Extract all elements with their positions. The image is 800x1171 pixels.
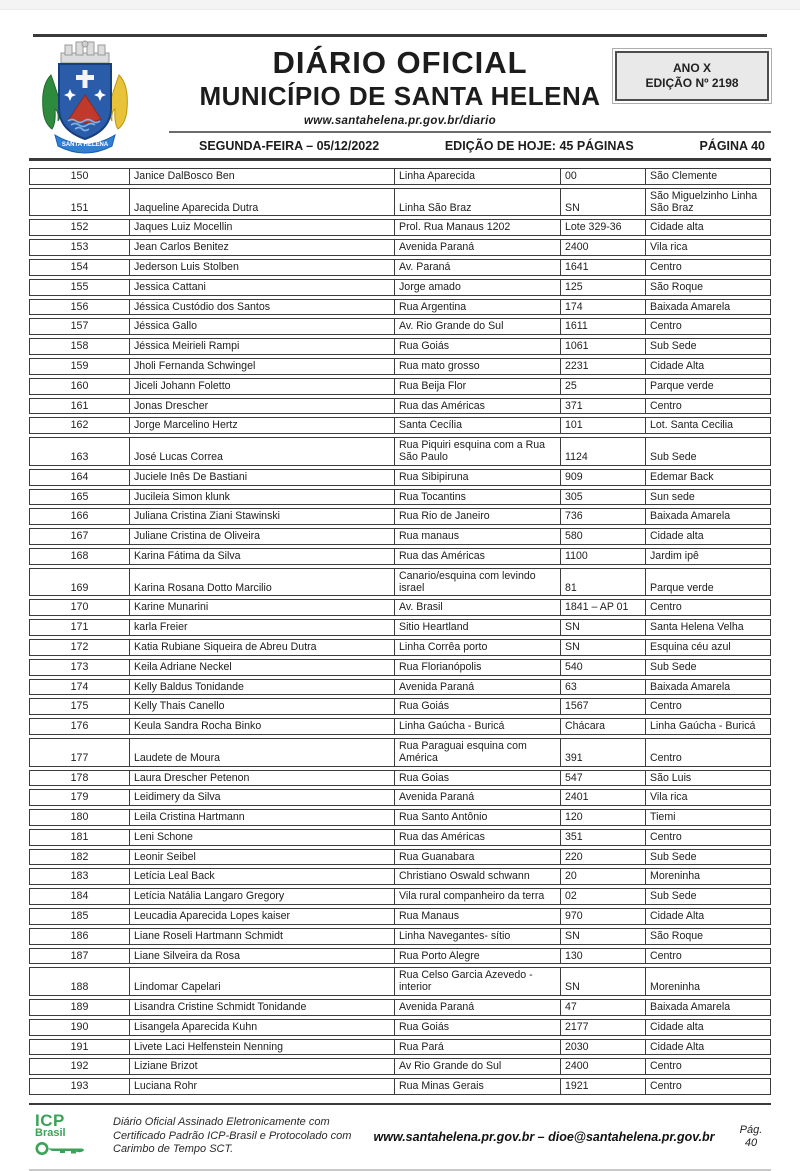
district-cell: Sub Sede: [645, 338, 771, 355]
street-cell: Canario/esquina com levindo israel: [394, 568, 560, 597]
district-cell: São Luis: [645, 770, 771, 787]
street-cell: Avenida Paraná: [394, 789, 560, 806]
house-number-cell: 125: [560, 279, 645, 296]
district-cell: Lot. Santa Cecilia: [645, 417, 771, 434]
name-cell: Jholi Fernanda Schwingel: [129, 358, 394, 375]
table-row: [29, 868, 771, 885]
house-number-cell: 20: [560, 868, 645, 885]
record-number-cell: 183: [29, 868, 129, 885]
record-number-cell: 193: [29, 1078, 129, 1095]
table-row: [29, 639, 771, 656]
table-row: [29, 299, 771, 316]
street-cell: Rua Argentina: [394, 299, 560, 316]
house-number-cell: SN: [560, 928, 645, 945]
house-number-cell: 101: [560, 417, 645, 434]
records-table: [29, 165, 771, 1098]
record-number-cell: 174: [29, 679, 129, 696]
house-number-cell: 25: [560, 378, 645, 395]
name-cell: Leni Schone: [129, 829, 394, 846]
house-number-cell: 1921: [560, 1078, 645, 1095]
district-cell: Baixada Amarela: [645, 299, 771, 316]
table-row: [29, 469, 771, 486]
record-number-cell: 156: [29, 299, 129, 316]
name-cell: Jaqueline Aparecida Dutra: [129, 188, 394, 217]
name-cell: Jéssica Custódio dos Santos: [129, 299, 394, 316]
record-number-cell: 177: [29, 738, 129, 767]
house-number-cell: 00: [560, 168, 645, 185]
district-cell: Cidade Alta: [645, 908, 771, 925]
footer-contacts: www.santahelena.pr.gov.br – dioe@santahelena.pr.gov.br: [373, 1129, 715, 1144]
record-number-cell: 176: [29, 718, 129, 735]
gazette-title: DIÁRIO OFICIAL: [272, 45, 528, 80]
name-cell: Lindomar Capelari: [129, 967, 394, 996]
district-cell: Centro: [645, 398, 771, 415]
record-number-cell: 160: [29, 378, 129, 395]
street-cell: Santa Cecília: [394, 417, 560, 434]
record-number-cell: 152: [29, 219, 129, 236]
district-cell: São Miguelzinho Linha São Braz: [645, 188, 771, 217]
street-cell: Sitio Heartland: [394, 619, 560, 636]
district-cell: São Roque: [645, 928, 771, 945]
street-cell: Rua Pará: [394, 1039, 560, 1056]
footer: [29, 1103, 771, 1171]
header: [29, 10, 771, 161]
record-number-cell: 157: [29, 318, 129, 335]
district-cell: Centro: [645, 318, 771, 335]
district-cell: Sub Sede: [645, 888, 771, 905]
house-number-cell: 2400: [560, 239, 645, 256]
name-cell: José Lucas Correa: [129, 437, 394, 466]
record-number-cell: 170: [29, 599, 129, 616]
district-cell: Cidade Alta: [645, 1039, 771, 1056]
district-cell: Centro: [645, 1058, 771, 1075]
street-cell: Rua manaus: [394, 528, 560, 545]
house-number-cell: 1567: [560, 698, 645, 715]
street-cell: Rua Celso Garcia Azevedo - interior: [394, 967, 560, 996]
house-number-cell: 305: [560, 489, 645, 506]
record-number-cell: 180: [29, 809, 129, 826]
name-cell: Leila Cristina Hartmann: [129, 809, 394, 826]
coat-of-arms-graphic: [35, 39, 135, 157]
record-number-cell: 158: [29, 338, 129, 355]
name-cell: Liziane Brizot: [129, 1058, 394, 1075]
table-row: [29, 239, 771, 256]
table-row: [29, 619, 771, 636]
table-row: [29, 928, 771, 945]
street-cell: Av Rio Grande do Sul: [394, 1058, 560, 1075]
table-row: [29, 219, 771, 236]
record-number-cell: 150: [29, 168, 129, 185]
name-cell: Karina Rosana Dotto Marcilio: [129, 568, 394, 597]
district-cell: Moreninha: [645, 967, 771, 996]
record-number-cell: 188: [29, 967, 129, 996]
name-cell: Juliane Cristina de Oliveira: [129, 528, 394, 545]
district-cell: Parque verde: [645, 378, 771, 395]
record-number-cell: 154: [29, 259, 129, 276]
house-number-cell: 1641: [560, 259, 645, 276]
name-cell: Karine Munarini: [129, 599, 394, 616]
street-cell: Linha Aparecida: [394, 168, 560, 185]
table-row: [29, 318, 771, 335]
street-cell: Rua Beija Flor: [394, 378, 560, 395]
record-number-cell: 169: [29, 568, 129, 597]
street-cell: Rua Goiás: [394, 698, 560, 715]
table-row: [29, 599, 771, 616]
table-row: [29, 829, 771, 846]
name-cell: Kelly Thais Canello: [129, 698, 394, 715]
street-cell: Rua Goiás: [394, 338, 560, 355]
record-number-cell: 184: [29, 888, 129, 905]
name-cell: Jéssica Meirieli Rampi: [129, 338, 394, 355]
street-cell: Rua Sibipiruna: [394, 469, 560, 486]
municipal-coat-of-arms: [35, 39, 135, 157]
record-number-cell: 168: [29, 548, 129, 565]
house-number-cell: 1841 – AP 01: [560, 599, 645, 616]
house-number-cell: 580: [560, 528, 645, 545]
street-cell: Rua Rio de Janeiro: [394, 508, 560, 525]
house-number-cell: 2030: [560, 1039, 645, 1056]
record-number-cell: 190: [29, 1019, 129, 1036]
name-cell: Keula Sandra Rocha Binko: [129, 718, 394, 735]
record-number-cell: 186: [29, 928, 129, 945]
district-cell: Centro: [645, 599, 771, 616]
house-number-cell: Lote 329-36: [560, 219, 645, 236]
house-number-cell: 547: [560, 770, 645, 787]
house-number-cell: SN: [560, 639, 645, 656]
house-number-cell: 130: [560, 948, 645, 965]
scan-top-strip: [0, 0, 800, 10]
table-row: [29, 809, 771, 826]
house-number-cell: Chácara: [560, 718, 645, 735]
table-row: [29, 568, 771, 597]
house-number-cell: SN: [560, 967, 645, 996]
street-cell: Rua Minas Gerais: [394, 1078, 560, 1095]
street-cell: Rua Porto Alegre: [394, 948, 560, 965]
name-cell: Keila Adriane Neckel: [129, 659, 394, 676]
table-row: [29, 659, 771, 676]
table-row: [29, 849, 771, 866]
street-cell: Avenida Paraná: [394, 239, 560, 256]
table-row: [29, 548, 771, 565]
street-cell: Rua Goias: [394, 770, 560, 787]
street-cell: Rua Santo Antônio: [394, 809, 560, 826]
house-number-cell: 2400: [560, 1058, 645, 1075]
street-cell: Rua Manaus: [394, 908, 560, 925]
record-number-cell: 166: [29, 508, 129, 525]
icp-brasil-logo-subtext: Brasil: [35, 1127, 66, 1140]
house-number-cell: 2401: [560, 789, 645, 806]
gazette-page: [0, 10, 800, 1171]
district-cell: Sub Sede: [645, 849, 771, 866]
house-number-cell: 81: [560, 568, 645, 597]
name-cell: Kelly Baldus Tonidande: [129, 679, 394, 696]
table-row: [29, 789, 771, 806]
record-number-cell: 172: [29, 639, 129, 656]
district-cell: Sun sede: [645, 489, 771, 506]
house-number-cell: 540: [560, 659, 645, 676]
record-number-cell: 163: [29, 437, 129, 466]
table-row: [29, 188, 771, 217]
house-number-cell: 2177: [560, 1019, 645, 1036]
name-cell: Lisandra Cristine Schmidt Tonidande: [129, 999, 394, 1016]
record-number-cell: 179: [29, 789, 129, 806]
name-cell: karla Freier: [129, 619, 394, 636]
edition-year: ANO X: [672, 61, 711, 75]
street-cell: Christiano Oswald schwann: [394, 868, 560, 885]
street-cell: Rua Paraguai esquina com América: [394, 738, 560, 767]
house-number-cell: 1124: [560, 437, 645, 466]
house-number-cell: 120: [560, 809, 645, 826]
name-cell: Leidimery da Silva: [129, 789, 394, 806]
record-number-cell: 185: [29, 908, 129, 925]
table-row: [29, 888, 771, 905]
street-cell: Av. Paraná: [394, 259, 560, 276]
house-number-cell: 63: [560, 679, 645, 696]
signature-statement: Diário Oficial Assinado Eletronicamente com Certificado Padrão ICP-Brasil e Protocolado com Carimbo de Tempo SCT.: [113, 1116, 352, 1156]
table-row: [29, 1039, 771, 1056]
record-number-cell: 151: [29, 188, 129, 217]
record-number-cell: 155: [29, 279, 129, 296]
district-cell: Baixada Amarela: [645, 679, 771, 696]
name-cell: Katia Rubiane Siqueira de Abreu Dutra: [129, 639, 394, 656]
name-cell: Jiceli Johann Foletto: [129, 378, 394, 395]
table-row: [29, 338, 771, 355]
edition-box: [615, 51, 769, 101]
name-cell: Jessica Cattani: [129, 279, 394, 296]
table-row: [29, 948, 771, 965]
district-cell: Tiemi: [645, 809, 771, 826]
street-cell: Linha Navegantes- sítio: [394, 928, 560, 945]
table-row: [29, 908, 771, 925]
name-cell: Lisangela Aparecida Kuhn: [129, 1019, 394, 1036]
name-cell: Janice DalBosco Ben: [129, 168, 394, 185]
street-cell: Rua das Américas: [394, 398, 560, 415]
house-number-cell: 1611: [560, 318, 645, 335]
table-row: [29, 437, 771, 466]
record-number-cell: 167: [29, 528, 129, 545]
name-cell: Laudete de Moura: [129, 738, 394, 767]
table-row: [29, 698, 771, 715]
table-row: [29, 417, 771, 434]
house-number-cell: 351: [560, 829, 645, 846]
name-cell: Liane Roseli Hartmann Schmidt: [129, 928, 394, 945]
street-cell: Av. Rio Grande do Sul: [394, 318, 560, 335]
house-number-cell: SN: [560, 188, 645, 217]
footer-page-number: 40: [744, 1136, 758, 1149]
district-cell: Centro: [645, 1078, 771, 1095]
gazette-website-url: www.santahelena.pr.gov.br/diario: [304, 115, 496, 127]
edition-pages: EDIÇÃO DE HOJE: 45 PÁGINAS: [444, 139, 634, 153]
name-cell: Letícia Leal Back: [129, 868, 394, 885]
house-number-cell: 174: [560, 299, 645, 316]
table-row: [29, 679, 771, 696]
record-number-cell: 162: [29, 417, 129, 434]
name-cell: Jederson Luis Stolben: [129, 259, 394, 276]
district-cell: Cidade alta: [645, 219, 771, 236]
name-cell: Jéssica Gallo: [129, 318, 394, 335]
table-row: [29, 259, 771, 276]
table-row: [29, 967, 771, 996]
record-number-cell: 173: [29, 659, 129, 676]
table-row: [29, 398, 771, 415]
district-cell: Baixada Amarela: [645, 999, 771, 1016]
district-cell: Sub Sede: [645, 659, 771, 676]
house-number-cell: 736: [560, 508, 645, 525]
records-tbody: [29, 168, 771, 1095]
record-number-cell: 165: [29, 489, 129, 506]
record-number-cell: 153: [29, 239, 129, 256]
table-row: [29, 770, 771, 787]
house-number-cell: 970: [560, 908, 645, 925]
house-number-cell: 371: [560, 398, 645, 415]
table-row: [29, 378, 771, 395]
district-cell: Centro: [645, 738, 771, 767]
district-cell: Cidade alta: [645, 528, 771, 545]
record-number-cell: 192: [29, 1058, 129, 1075]
table-row: [29, 1078, 771, 1095]
district-cell: Sub Sede: [645, 437, 771, 466]
record-number-cell: 161: [29, 398, 129, 415]
name-cell: Jean Carlos Benitez: [129, 239, 394, 256]
title-block: [179, 45, 621, 127]
house-number-cell: 391: [560, 738, 645, 767]
street-cell: Rua Florianópolis: [394, 659, 560, 676]
district-cell: Centro: [645, 259, 771, 276]
record-number-cell: 191: [29, 1039, 129, 1056]
record-number-cell: 175: [29, 698, 129, 715]
name-cell: Jorge Marcelino Hertz: [129, 417, 394, 434]
district-cell: Santa Helena Velha: [645, 619, 771, 636]
house-number-cell: 1061: [560, 338, 645, 355]
district-cell: Jardim ipê: [645, 548, 771, 565]
crest-ribbon-text: SANTA HELENA: [61, 142, 109, 148]
footer-page-label: Pág.: [739, 1123, 763, 1136]
table-row: [29, 718, 771, 735]
street-cell: Rua mato grosso: [394, 358, 560, 375]
district-cell: Linha Gaúcha - Buricá: [645, 718, 771, 735]
name-cell: Liane Silveira da Rosa: [129, 948, 394, 965]
table-row: [29, 738, 771, 767]
house-number-cell: 220: [560, 849, 645, 866]
district-cell: Baixada Amarela: [645, 508, 771, 525]
page-number-label: PÁGINA 40: [699, 139, 765, 153]
street-cell: Rua Piquiri esquina com a Rua São Paulo: [394, 437, 560, 466]
table-row: [29, 508, 771, 525]
table-row: [29, 528, 771, 545]
district-cell: Cidade alta: [645, 1019, 771, 1036]
name-cell: Karina Fátima da Silva: [129, 548, 394, 565]
name-cell: Jaques Luiz Mocellin: [129, 219, 394, 236]
record-number-cell: 189: [29, 999, 129, 1016]
street-cell: Rua Tocantins: [394, 489, 560, 506]
district-cell: Centro: [645, 829, 771, 846]
icp-brasil-key-icon: [35, 1140, 87, 1157]
name-cell: Livete Laci Helfenstein Nenning: [129, 1039, 394, 1056]
table-row: [29, 999, 771, 1016]
street-cell: Vila rural companheiro da terra: [394, 888, 560, 905]
house-number-cell: 47: [560, 999, 645, 1016]
name-cell: Juliana Cristina Ziani Stawinski: [129, 508, 394, 525]
street-cell: Linha São Braz: [394, 188, 560, 217]
district-cell: Parque verde: [645, 568, 771, 597]
record-number-cell: 171: [29, 619, 129, 636]
name-cell: Juciele Inês De Bastiani: [129, 469, 394, 486]
district-cell: Centro: [645, 698, 771, 715]
publication-date: SEGUNDA-FEIRA – 05/12/2022: [199, 139, 380, 153]
name-cell: Letícia Natália Langaro Gregory: [129, 888, 394, 905]
municipality-name: MUNICÍPIO DE SANTA HELENA: [199, 81, 601, 111]
name-cell: Luciana Rohr: [129, 1078, 394, 1095]
street-cell: Avenida Paraná: [394, 999, 560, 1016]
street-cell: Rua Goiás: [394, 1019, 560, 1036]
district-cell: Esquina céu azul: [645, 639, 771, 656]
record-number-cell: 178: [29, 770, 129, 787]
record-number-cell: 159: [29, 358, 129, 375]
name-cell: Laura Drescher Petenon: [129, 770, 394, 787]
house-number-cell: 1100: [560, 548, 645, 565]
street-cell: Rua Guanabara: [394, 849, 560, 866]
record-number-cell: 164: [29, 469, 129, 486]
district-cell: Vila rica: [645, 789, 771, 806]
street-cell: Linha Corrêa porto: [394, 639, 560, 656]
house-number-cell: SN: [560, 619, 645, 636]
table-row: [29, 1058, 771, 1075]
record-number-cell: 181: [29, 829, 129, 846]
street-cell: Rua das Américas: [394, 548, 560, 565]
house-number-cell: 909: [560, 469, 645, 486]
table-row: [29, 168, 771, 185]
name-cell: Jucileia Simon klunk: [129, 489, 394, 506]
street-cell: Linha Gaúcha - Buricá: [394, 718, 560, 735]
table-row: [29, 1019, 771, 1036]
street-cell: Jorge amado: [394, 279, 560, 296]
header-bottom-rule: [29, 158, 771, 161]
street-cell: Rua das Américas: [394, 829, 560, 846]
icp-brasil-logo-text: ICP: [35, 1111, 65, 1131]
name-cell: Leonir Seibel: [129, 849, 394, 866]
table-row: [29, 489, 771, 506]
name-cell: Leucadia Aparecida Lopes kaiser: [129, 908, 394, 925]
street-cell: Av. Brasil: [394, 599, 560, 616]
street-cell: Avenida Paraná: [394, 679, 560, 696]
name-cell: Jonas Drescher: [129, 398, 394, 415]
district-cell: Vila rica: [645, 239, 771, 256]
record-number-cell: 187: [29, 948, 129, 965]
district-cell: Cidade Alta: [645, 358, 771, 375]
records-section: [29, 165, 771, 1098]
district-cell: São Clemente: [645, 168, 771, 185]
district-cell: São Roque: [645, 279, 771, 296]
house-number-cell: 2231: [560, 358, 645, 375]
house-number-cell: 02: [560, 888, 645, 905]
district-cell: Centro: [645, 948, 771, 965]
table-row: [29, 279, 771, 296]
record-number-cell: 182: [29, 849, 129, 866]
street-cell: Prol. Rua Manaus 1202: [394, 219, 560, 236]
edition-number: EDIÇÃO Nº 2198: [645, 76, 739, 90]
table-row: [29, 358, 771, 375]
district-cell: Edemar Back: [645, 469, 771, 486]
district-cell: Moreninha: [645, 868, 771, 885]
subheader: [169, 133, 771, 158]
